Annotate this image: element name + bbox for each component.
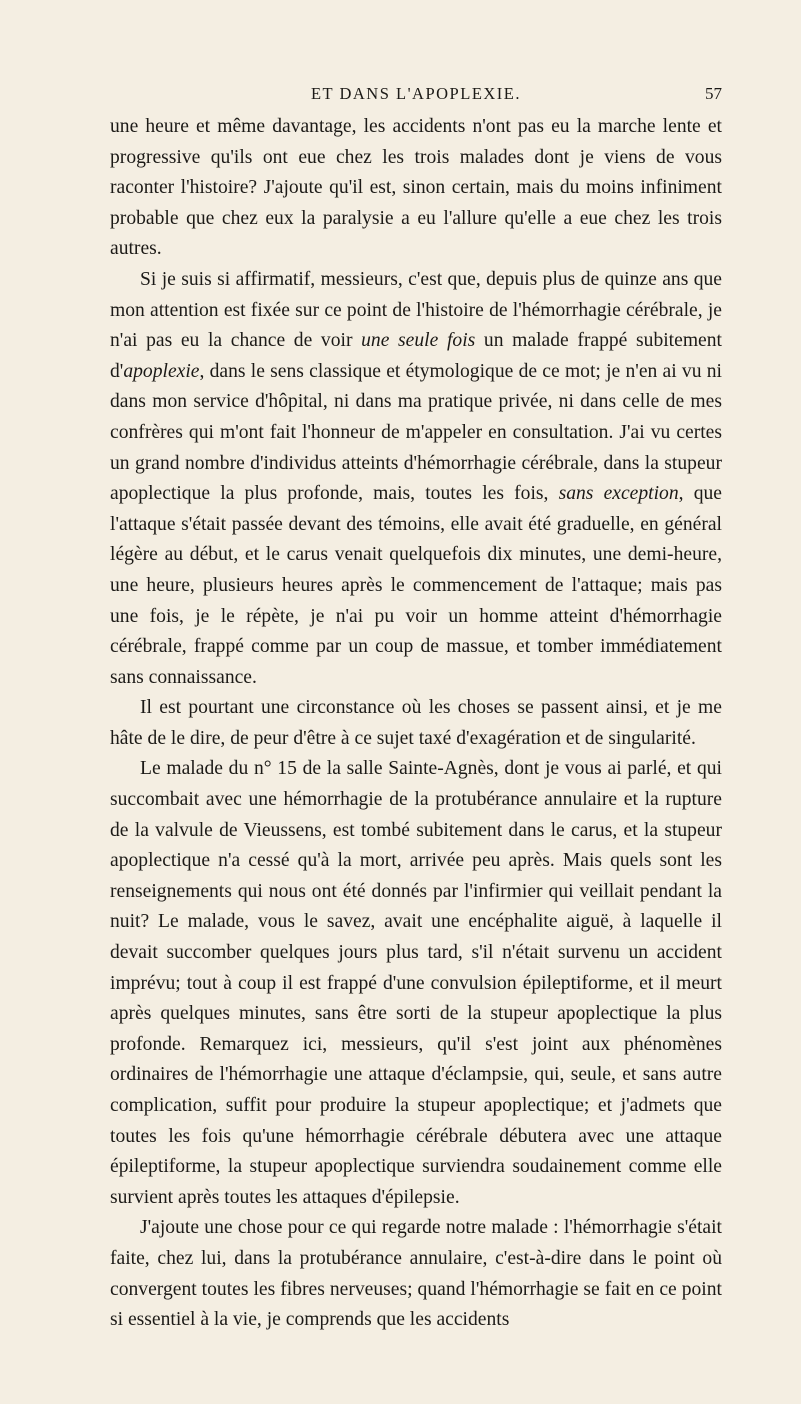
text-run: une heure et même davantage, les accidents n'ont pas eu la marche lente et progressive qu'ils ont eue chez les trois malades dont je viens de vous raconter l'histoire? J'ajoute qu'il est, sinon certain, mais du moins infiniment probable que chez eux la paralysie a eu l'allure qu'elle a eue chez les trois autres. xyxy=(110,116,722,260)
running-title: ET DANS L'APOPLEXIE. xyxy=(310,84,522,103)
text-run: J'ajoute une chose pour ce qui regarde notre malade : l'hémorrhagie s'était faite, chez lui, dans la protubérance annulaire, c'est-à-dire dans le point où convergent toutes les fibres nerveuses; quand l'hémorrhagie se fait en ce point si essentiel à la vie, je comprends que les accidents xyxy=(110,1217,722,1331)
text-run: un malade frappé subitement d' xyxy=(110,330,722,382)
text-run: , dans le sens classique et étymologique de ce mot; je n'en ai vu ni dans mon service d'hôpital, ni dans ma pratique privée, ni dans celle de mes confrères qui m'ont fait l'honneur de m'appeler en consultation. J'ai vu certes un grand nombre d'individus atteints d'hémorrhagie cérébrale, dans la stupeur apoplectique la plus profonde, mais, toutes les fois, xyxy=(110,360,722,505)
italic-text: apoplexie xyxy=(123,360,200,382)
italic-text: sans exception xyxy=(558,483,679,505)
paragraph xyxy=(110,112,722,265)
running-head xyxy=(110,84,722,106)
paragraph xyxy=(110,265,722,693)
text-run: Il est pourtant une circonstance où les choses se passent ainsi, et je me hâte de le dire, de peur d'être à ce sujet taxé d'exagération et de singularité. xyxy=(110,697,722,749)
body-text xyxy=(110,112,722,1336)
italic-text: une seule fois xyxy=(361,330,476,352)
text-run: Si je suis si affirmatif, messieurs, c'est que, depuis plus de quinze ans que mon attention est fixée sur ce point de l'histoire de l'hémorrhagie cérébrale, je n'ai pas eu la chance de voir xyxy=(110,268,722,352)
page-number: 57 xyxy=(705,84,722,103)
paragraph xyxy=(110,754,722,1213)
paragraph xyxy=(110,1213,722,1335)
text-run: Le malade du n° 15 de la salle Sainte-Agnès, dont je vous ai parlé, et qui succombait avec une hémorrhagie de la protubérance annulaire et la rupture de la valvule de Vieussens, est tombé subitement dans le carus, et la stupeur apoplectique n'a cessé qu'à la mort, arrivée peu après. Mais quels sont les renseignements qui nous ont été donnés par l'infirmier qui veillait pendant la nuit? Le malade, vous le savez, avait une encéphalite aiguë, à laquelle il devait succomber quelques jours plus tard, s'il n'était survenu un accident imprévu; tout à coup il est frappé d'une convulsion épileptiforme, et il meurt après quelques minutes, sans être sorti de la stupeur apoplectique la plus profonde. Remarquez ici, messieurs, qu'il s'est joint aux phénomènes ordinaires de l'hémorrhagie une attaque d'éclampsie, qui, seule, et sans autre complication, suffit pour produire la stupeur apoplectique; et j'admets que toutes les fois qu'une hémorrhagie cérébrale débutera avec une attaque épileptiforme, la stupeur apoplectique surviendra soudainement comme elle survient après toutes les attaques d'épilepsie. xyxy=(110,758,722,1208)
paragraph xyxy=(110,693,722,754)
text-run: , que l'attaque s'était passée devant des témoins, elle avait été graduelle, en général légère au début, et le carus venait quelquefois dix minutes, une demi-heure, une heure, plusieurs heures après le commencement de l'attaque; mais pas une fois, je le répète, je n'ai pu voir un homme atteint d'hémorrhagie cérébrale, frappé comme par un coup de massue, et tomber immédiatement sans connaissance. xyxy=(110,483,723,688)
